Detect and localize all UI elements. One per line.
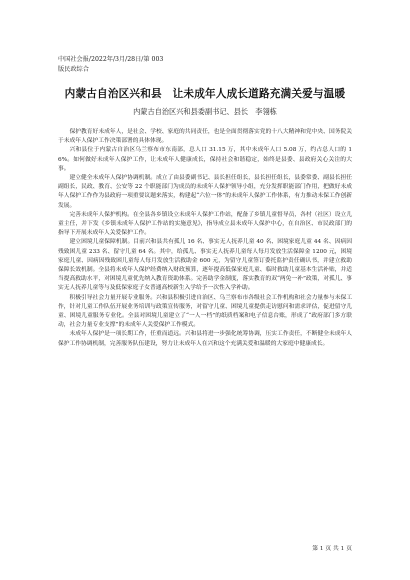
paragraph: 完善未成年人保护机构。在全县各乡镇设立未成年人保护工作站，配备了乡镇儿童督导员，各村（社区）设立儿童主任，并下发《乡镇未成年人保护工作站的实施意见》，指导成立县未成年人保护中心，在自治区、市民政部门的指导下开展未成年人关爱保护工作。 [58,211,352,237]
source-info [58,55,163,74]
paragraph: 建立健全未成年人保护协调机制。成立了由县委副书记、县长担任组长，县长担任组长，县委常委、副县长担任副组长，民政、教育、公安等 22 个职能部门为成员的未成年人保护领导小组，充分发挥职能部门作用，把做好未成年人保护工作作为县政府一项重要议题来落实，构建起“六位一体”的未成年人保护工作体系，有力推动未保工作创新发展。 [58,175,352,209]
article-body [58,128,352,349]
paragraph: 积极引导社会力量开展专业服务。兴和县积极引进自治区、乌兰察布市各级社会工作机构和社会力量参与未保工作，针对儿童工作队伍开展业务培训与政策宣传服务，对留守儿童、困境儿童提供走访慰问和需求评估，促进留守儿童、困境儿童服务专业化。全县对困境儿童建立了“一人一档”的纸质档案和电子信息台账，形成了“政府部门多方联动，社会力量专业支撑”的未成年人关爱保护工作模式。 [58,294,352,329]
source-line-1: 中国社会报/2022年/3月/28日/第 003 [58,56,164,63]
source-line-2: 版民政综合 [58,65,89,73]
paragraph: 未成年人保护是一项长期工作，任重而道远。兴和县将进一步强化统筹协调，压实工作责任，不断健全未成年人保护工作协调机制，完善服务队伍建设，努力让未成年人在兴和这个充满关爱和温暖的大家庭中健康成长。 [58,331,352,347]
paragraph: 建立困境儿童保障机制。目前兴和县共有孤儿 16 名、事实无人抚养儿童 40 名、困境家庭儿童 44 名、因病因残致困儿童 233 名、留守儿童 64 名。其中，给孤儿、事实无人抚养儿童每人每月发放生活保障金 1200 元，困境家庭儿童、因病因残致困儿童每人每月发放生活救助金 600 元，为留守儿童签订委托监护责任确认书，并建立救助保障长效机制。全县将未成年人保护经费纳入财政预算，逐年提高低保家庭儿童、临时救助儿童基本生活补贴，并适当提高救助水平，对困境儿童优先纳入教育资助体系。完善助学金制度，落实教育的双“两免一补”政策，对孤儿、事实无人抚养儿童等与及低保家庭子女普通高校新生入学给予一次性入学补助。 [58,239,352,292]
paragraph: 保护教育好未成年人，是社会、学校、家庭的共同责任，也是全面贯彻落实党的十八大精神和党中央、国务院关于未成年人保护工作决策部署的具体体现。 [58,129,352,145]
article-title: 内蒙古自治区兴和县 让未成年人成长道路充满关爱与温暖 [64,88,346,100]
paragraph: 兴和县位于内蒙古自治区乌兰察布市东南部，总人口 31.15 万，其中未成年人口 5.08 万，约占总人口的 16%。如何做好未成年人保护工作，让未成年人健康成长，保持社会和谐稳定，始终是县委、县政府关心关注的大事。 [58,147,352,172]
author-byline: 内蒙古自治区兴和县委副书记、县长 李翎栋 [133,107,277,116]
page-number: 第 1 页 共 1 页 [312,546,352,552]
